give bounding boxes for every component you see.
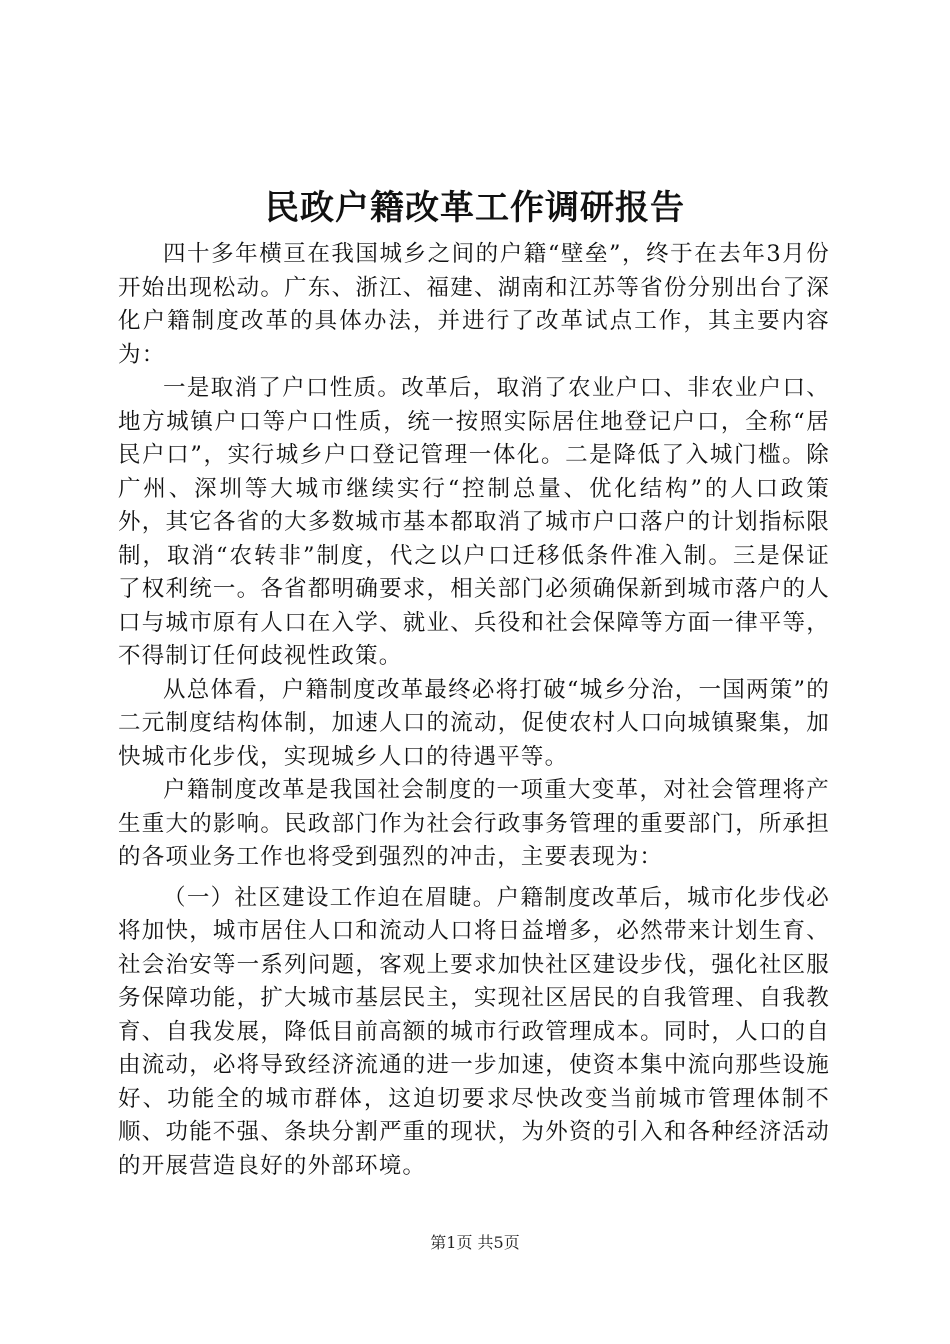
paragraph-impact: 户籍制度改革是我国社会制度的一项重大变革，对社会管理将产生重大的影响。民政部门作为社会行政事务管理的重要部门，所承担的各项业务工作也将受到强烈的冲击，主要表现为： [118,777,830,870]
document-body [118,238,830,1183]
paragraph-intro: 四十多年横亘在我国城乡之间的户籍“壁垒”，终于在去年3月份开始出现松动。广东、浙江、福建、湖南和江苏等省份分别出台了深化户籍制度改革的具体办法，并进行了改革试点工作，其主要内容为： [118,241,830,368]
paragraph-community-building: （一）社区建设工作迫在眉睫。户籍制度改革后，城市化步伐必将加快，城市居住人口和流动人口将日益增多，必然带来计划生育、社会治安等一系列问题，客观上要求加快社区建设步伐，强化社区服务保障功能，扩大城市基层民主，实现社区居民的自我管理、自我教育、自我发展，降低目前高额的城市行政管理成本。同时，人口的自由流动，必将导致经济流通的进一步加速，使资本集中流向那些设施好、功能全的城市群体，这迫切要求尽快改变当前城市管理体制不顺、功能不强、条块分割严重的现状，为外资的引入和各种经济活动的开展营造良好的外部环境。 [118,884,830,1179]
document-title: 民政户籍改革工作调研报告 [265,188,685,228]
page-footer: 第1页 共5页 [430,1233,520,1252]
paragraph-main-content: 一是取消了户口性质。改革后，取消了农业户口、非农业户口、地方城镇户口等户口性质，统一按照实际居住地登记户口，全称“居民户口”，实行城乡户口登记管理一体化。二是降低了入城门槛。除广州、深圳等大城市继续实行“控制总量、优化结构”的人口政策外，其它各省的大多数城市基本都取消了城市户口落户的计划指标限制，取消“农转非”制度，代之以户口迁移低条件准入制。三是保证了权利统一。各省都明确要求，相关部门必须确保新到城市落户的人口与城市原有人口在入学、就业、兵役和社会保障等方面一律平等，不得制订任何歧视性政策。 [118,375,830,669]
paragraph-overall: 从总体看，户籍制度改革最终必将打破“城乡分治，一国两策”的二元制度结构体制，加速人口的流动，促使农村人口向城镇聚集，加快城市化步伐，实现城乡人口的待遇平等。 [118,676,830,770]
